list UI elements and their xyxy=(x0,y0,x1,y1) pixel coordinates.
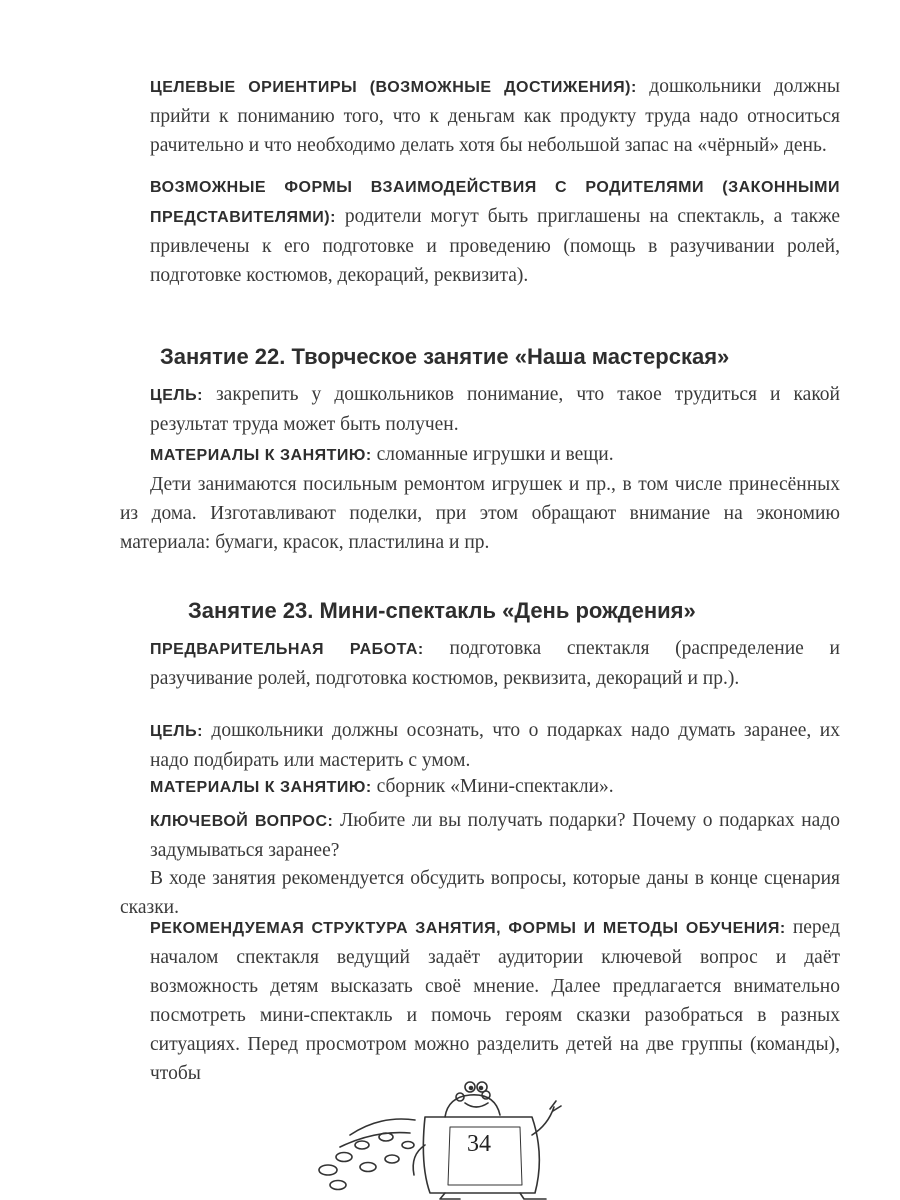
lesson-22-materials-text: сломанные игрушки и вещи. xyxy=(371,444,614,465)
parents-label: ВОЗМОЖНЫЕ ФОРМЫ ВЗАИМОДЕЙСТВИЯ С РОДИТЕЛЯМИ (ЗАКОННЫМИ ПРЕДСТАВИТЕЛЯМИ): xyxy=(150,179,840,226)
lesson-23-goal-label: ЦЕЛЬ: xyxy=(150,723,203,740)
lesson-23-materials-text: сборник «Мини-спектакли». xyxy=(371,776,614,797)
lesson-22-title: Занятие 22. Творческое занятие «Наша мастерская» xyxy=(160,344,730,369)
lesson-22-goal-label: ЦЕЛЬ: xyxy=(150,387,203,404)
lesson-23-structure xyxy=(150,913,840,1088)
lesson-23-goal xyxy=(150,716,840,775)
lesson-23-body: В ходе занятия рекомендуется обсудить вопросы, которые даны в конце сценария сказки. xyxy=(120,868,840,918)
lesson-23-title: Занятие 23. Мини-спектакль «День рождения» xyxy=(188,598,696,623)
lesson-22-body: Дети занимаются посильным ремонтом игрушек и пр., в том числе принесённых из дома. Изготавливают поделки, при этом обращают внимание на экономию материала: бумаги, красок, пластилина и пр. xyxy=(120,474,840,553)
lesson-23-question xyxy=(150,806,840,865)
lesson-23-structure-text: перед началом спектакля ведущий задаёт аудитории ключевой вопрос и даёт возможность детям высказать своё мнение. Далее предлагается внимательно посмотреть мини-спектакль и помочь героям сказки разобраться в разных ситуациях. Перед просмотром можно разделить детей на две группы (команды), чтобы xyxy=(150,917,840,1084)
coin-icon xyxy=(385,1155,399,1163)
targets-text: дошкольники должны прийти к пониманию того, что к деньгам как продукту труда надо относиться рачительно и что необходимо делать хотя бы небольшой запас на «чёрный» день. xyxy=(150,76,840,156)
lesson-23-goal-text: дошкольники должны осознать, что о подарках надо думать заранее, их надо подбирать или мастерить с умом. xyxy=(150,720,840,771)
wallet-character-illustration xyxy=(310,1075,570,1200)
parents-paragraph xyxy=(150,172,840,290)
coin-icon xyxy=(330,1181,346,1190)
lesson-23-question-text: Любите ли вы получать подарки? Почему о подарках надо задумываться заранее? xyxy=(150,810,840,861)
lesson-22-materials xyxy=(150,440,840,470)
coin-icon xyxy=(360,1163,376,1172)
lesson-23-question-label: КЛЮЧЕВОЙ ВОПРОС: xyxy=(150,813,334,830)
coin-icon xyxy=(336,1153,352,1162)
lesson-22-goal xyxy=(150,380,840,439)
lesson-23-prep-text: подготовка спектакля (распределение и разучивание ролей, подготовка костюмов, реквизита, декораций и пр.). xyxy=(150,638,840,689)
targets-label: ЦЕЛЕВЫЕ ОРИЕНТИРЫ (ВОЗМОЖНЫЕ ДОСТИЖЕНИЯ): xyxy=(150,79,637,96)
lesson-23-structure-label: РЕКОМЕНДУЕМАЯ СТРУКТУРА ЗАНЯТИЯ, ФОРМЫ И МЕТОДЫ ОБУЧЕНИЯ: xyxy=(150,920,786,937)
lesson-22-goal-text: закрепить у дошкольников понимание, что такое трудиться и какой результат труда может быть получен. xyxy=(150,384,840,435)
lesson-23-prep xyxy=(150,634,840,693)
coin-icon xyxy=(319,1165,337,1175)
lesson-23-materials-label: МАТЕРИАЛЫ К ЗАНЯТИЮ: xyxy=(150,779,372,796)
targets-paragraph xyxy=(150,72,840,160)
coin-icon xyxy=(402,1142,414,1149)
lesson-23-prep-label: ПРЕДВАРИТЕЛЬНАЯ РАБОТА: xyxy=(150,641,424,658)
page-number: 34 xyxy=(467,1131,491,1157)
coin-icon xyxy=(355,1141,369,1149)
parents-text: родители могут быть приглашены на спектакль, а также привлечены к его подготовке и проведению (помощь в разучивании ролей, подготовке костюмов, декораций, реквизита). xyxy=(150,206,840,286)
lesson-22-materials-label: МАТЕРИАЛЫ К ЗАНЯТИЮ: xyxy=(150,447,372,464)
lesson-23-materials xyxy=(150,772,840,802)
